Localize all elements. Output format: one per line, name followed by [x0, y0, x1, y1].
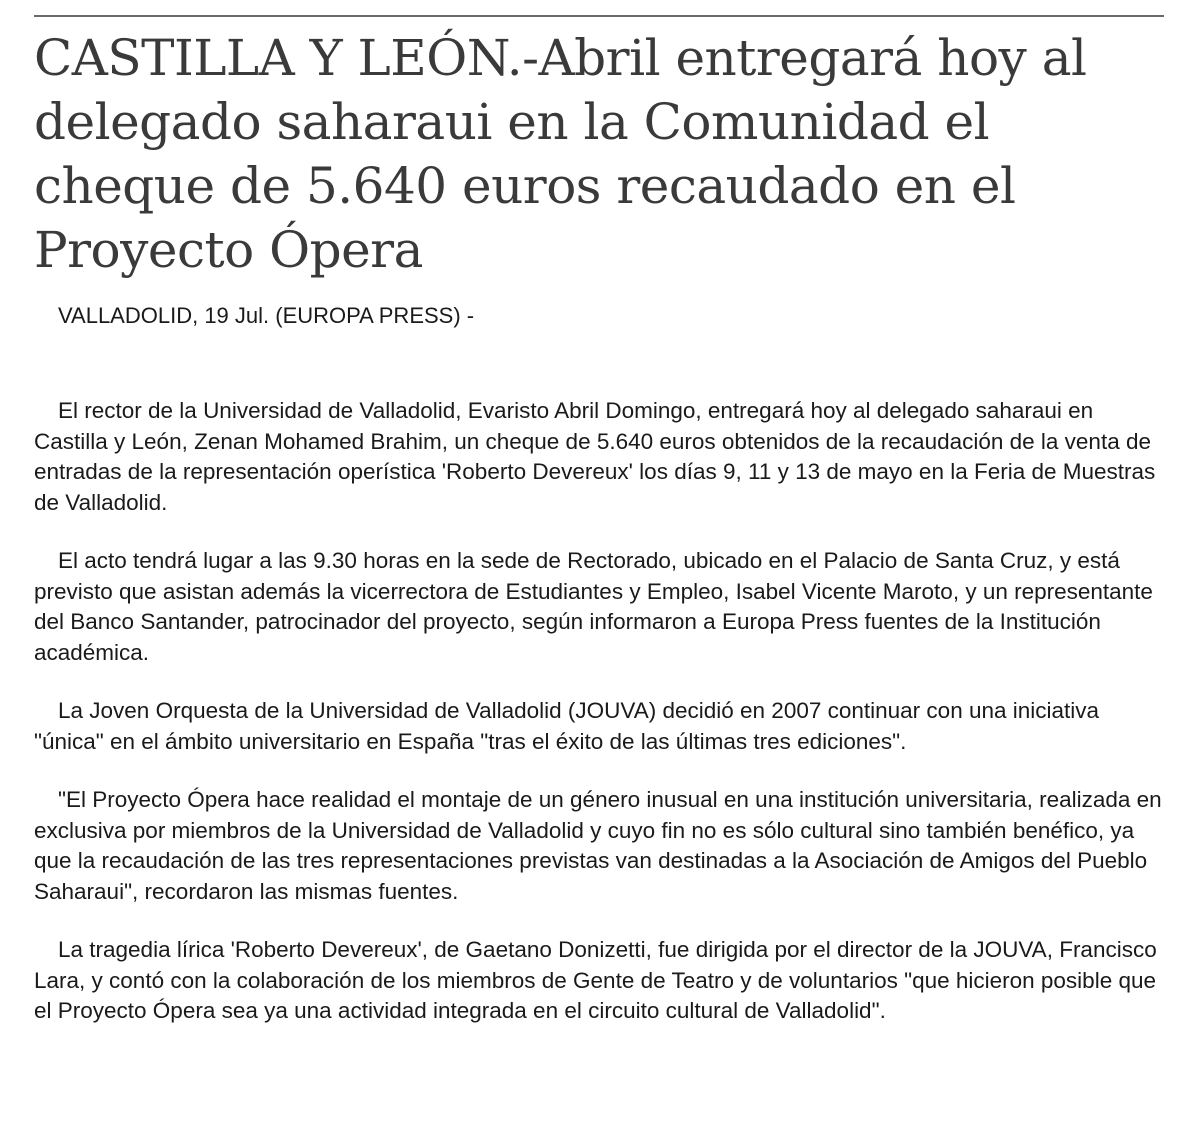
headline: CASTILLA Y LEÓN.-Abril entregará hoy al delegado saharaui en la Comunidad el cheque de 5.640 euros recaudado en el Proyecto Ópera	[34, 29, 1087, 279]
paragraph-5: La tragedia lírica 'Roberto Devereux', de Gaetano Donizetti, fue dirigida por el director de la JOUVA, Francisco Lara, y contó con la colaboración de los miembros de Gente de Teatro y de voluntarios "que hicieron posible que el Proyecto Ópera sea ya una actividad integrada en el circuito cultural de Valladolid".	[34, 937, 1157, 1023]
paragraph-3: La Joven Orquesta de la Universidad de Valladolid (JOUVA) decidió en 2007 continuar con una iniciativa "única" en el ámbito universitario en España "tras el éxito de las últimas tres ediciones".	[34, 698, 1100, 754]
paragraph-4: "El Proyecto Ópera hace realidad el montaje de un género inusual en una institución universitaria, realizada en exclusiva por miembros de la Universidad de Valladolid y cuyo fin no es sólo cultural sino también benéfico, ya que la recaudación de las tres representaciones previstas van destinadas a la Asociación de Amigos del Pueblo Saharaui", recordaron las mismas fuentes.	[34, 787, 1162, 904]
paragraph-2: El acto tendrá lugar a las 9.30 horas en la sede de Rectorado, ubicado en el Palacio de Santa Cruz, y está previsto que asistan además la vicerrectora de Estudiantes y Empleo, Isabel Vicente Maroto, y un representante del Banco Santander, patrocinador del proyecto, según informaron a Europa Press fuentes de la Institución académica.	[34, 548, 1153, 665]
dateline: VALLADOLID, 19 Jul. (EUROPA PRESS) -	[58, 303, 475, 328]
article-body	[34, 396, 1169, 1055]
top-rule	[34, 15, 1164, 17]
paragraph-1: El rector de la Universidad de Valladolid, Evaristo Abril Domingo, entregará hoy al delegado saharaui en Castilla y León, Zenan Mohamed Brahim, un cheque de 5.640 euros obtenidos de la recaudación de la venta de entradas de la representación operística 'Roberto Devereux' los días 9, 11 y 13 de mayo en la Feria de Muestras de Valladolid.	[34, 398, 1156, 515]
